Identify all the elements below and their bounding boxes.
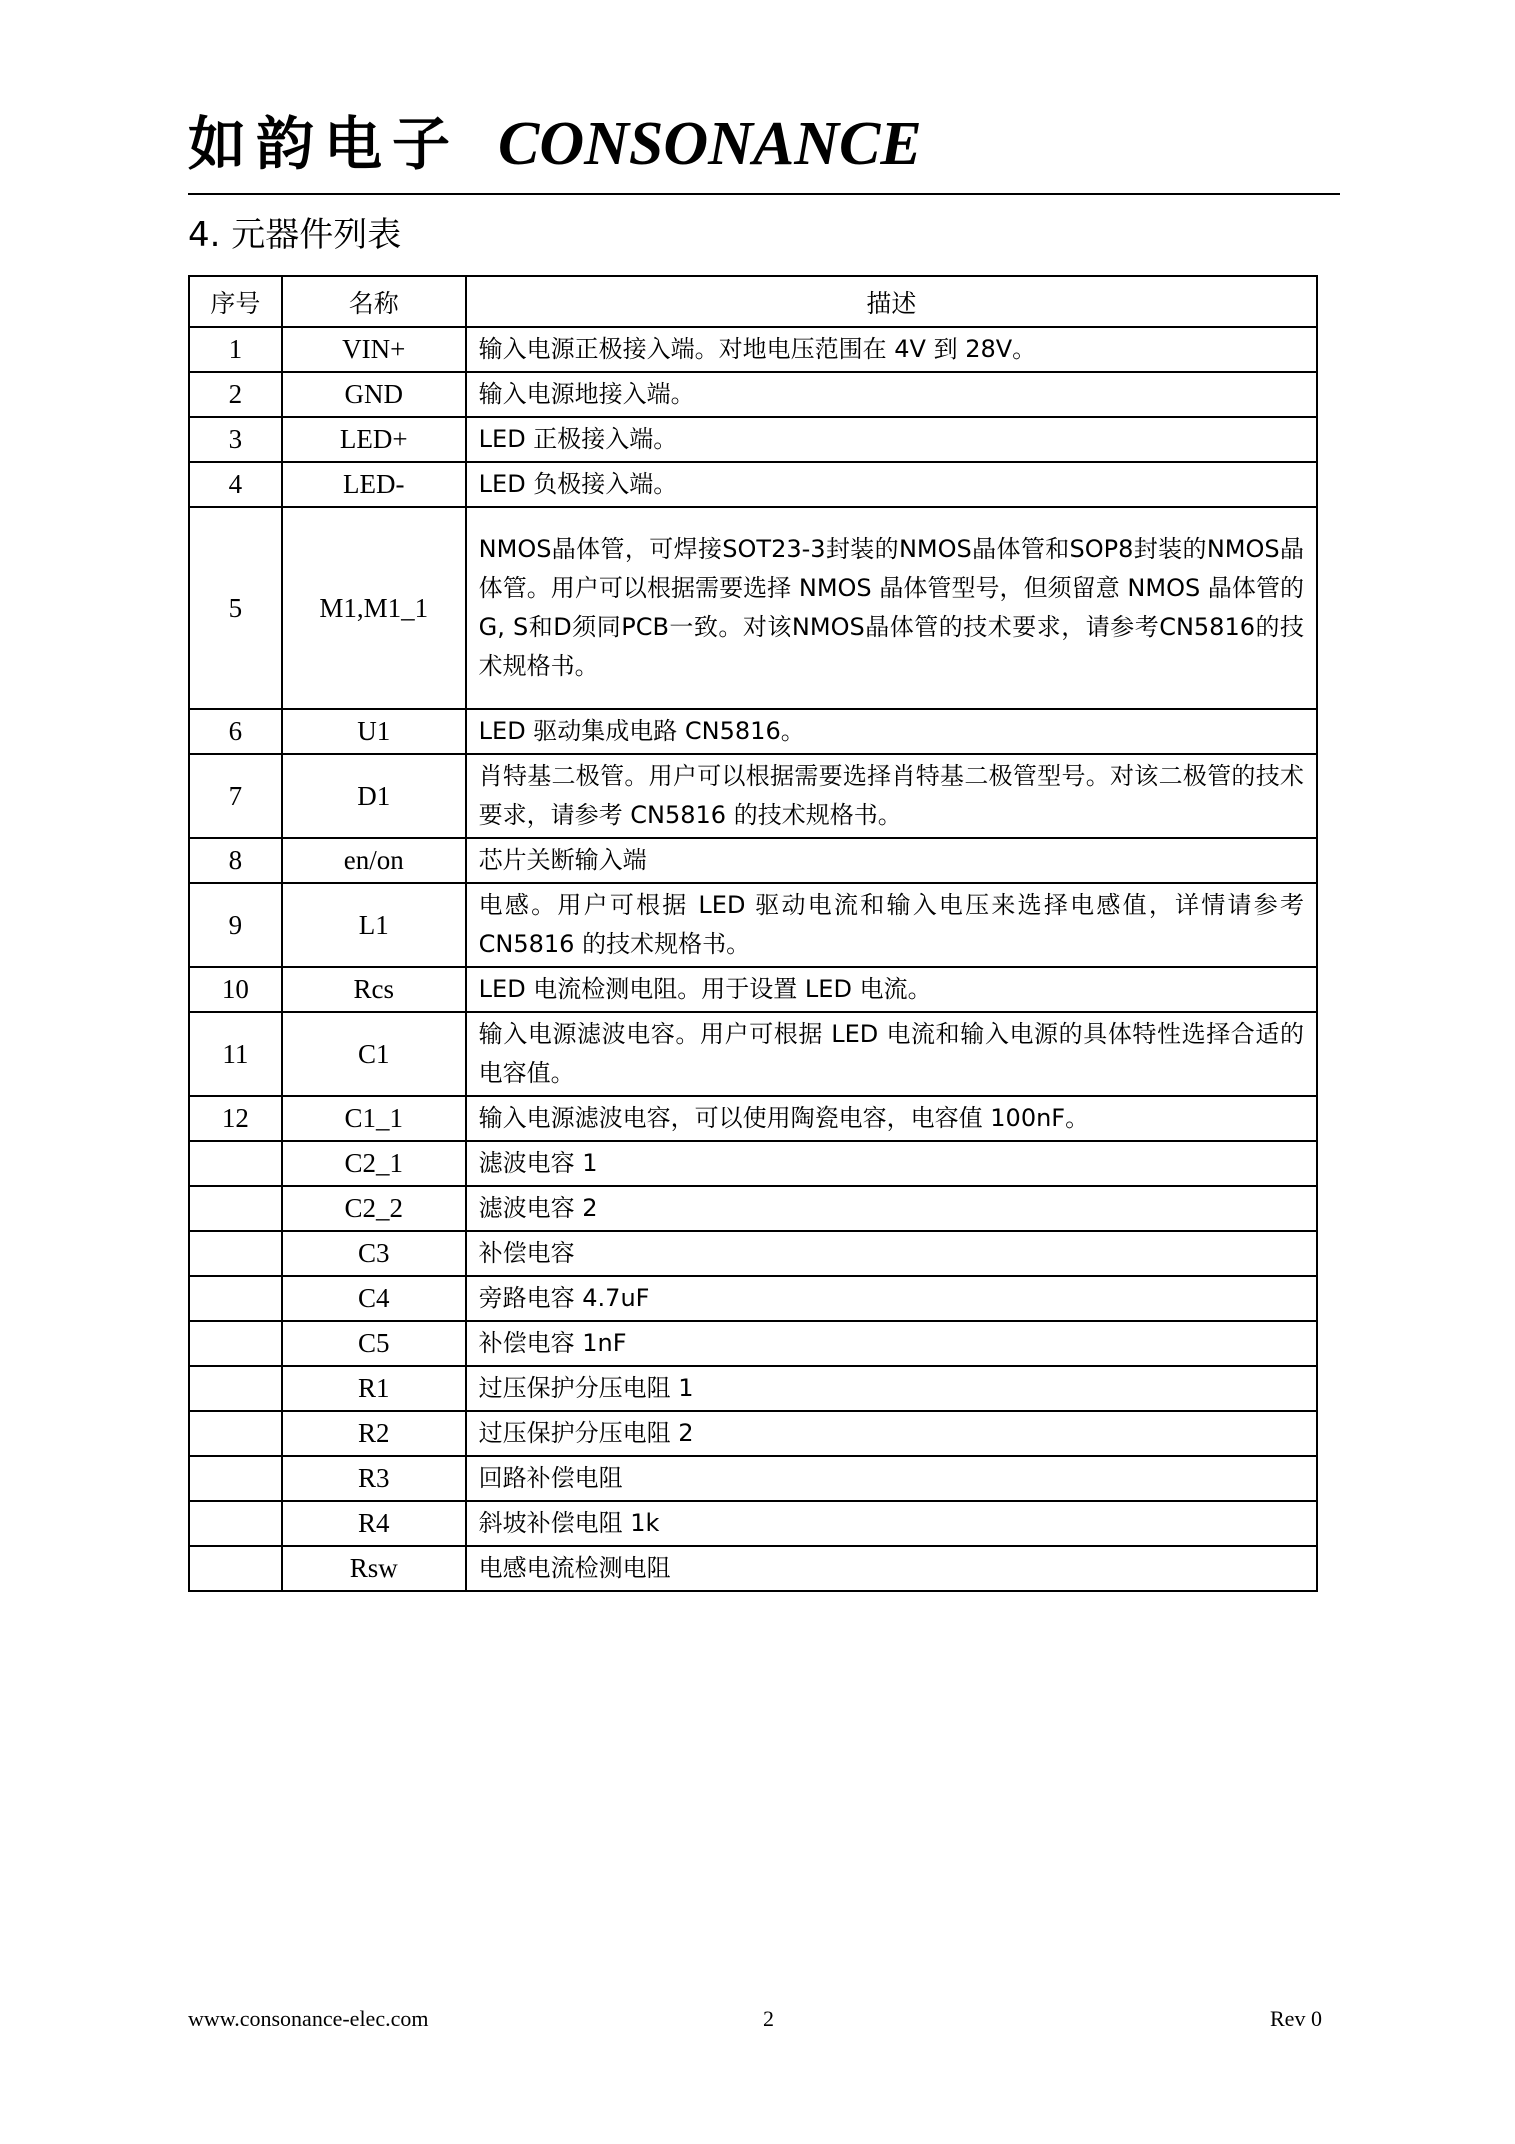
- component-name: C5: [282, 1321, 466, 1366]
- table-row: [189, 507, 1317, 709]
- table-row: [189, 1321, 1317, 1366]
- table-row: [189, 1186, 1317, 1231]
- row-number: [189, 1321, 282, 1366]
- row-number: 9: [189, 883, 282, 967]
- table-header-row: [189, 276, 1317, 327]
- table-row: [189, 1501, 1317, 1546]
- table-row: [189, 754, 1317, 838]
- component-description: 回路补偿电阻: [466, 1456, 1317, 1501]
- table-row: [189, 709, 1317, 754]
- component-description: 输入电源滤波电容。用户可根据 LED 电流和输入电源的具体特性选择合适的电容值。: [466, 1012, 1317, 1096]
- row-number: 5: [189, 507, 282, 709]
- component-description: 电感电流检测电阻: [466, 1546, 1317, 1591]
- table-row: [189, 1012, 1317, 1096]
- component-description: 输入电源滤波电容，可以使用陶瓷电容，电容值 100nF。: [466, 1096, 1317, 1141]
- row-number: [189, 1141, 282, 1186]
- row-number: 11: [189, 1012, 282, 1096]
- component-description: LED 负极接入端。: [466, 462, 1317, 507]
- table-row: [189, 1231, 1317, 1276]
- footer-page-number: 2: [763, 2006, 774, 2031]
- component-description: 补偿电容 1nF: [466, 1321, 1317, 1366]
- table-row: [189, 1276, 1317, 1321]
- table-row: [189, 372, 1317, 417]
- table-row: [189, 1456, 1317, 1501]
- header-divider: [188, 193, 1340, 195]
- header-number: 序号: [189, 276, 282, 327]
- footer-revision: Rev 0: [1270, 2006, 1322, 2031]
- component-description: NMOS晶体管，可焊接SOT23-3封装的NMOS晶体管和SOP8封装的NMOS晶体管。用户可以根据需要选择 NMOS 晶体管型号，但须留意 NMOS 晶体管的G, S和D须同PCB一致。对该NMOS晶体管的技术要求，请参考CN5816的技术规格书。: [466, 507, 1317, 709]
- component-description: 输入电源正极接入端。对地电压范围在 4V 到 28V。: [466, 327, 1317, 372]
- header-name: 名称: [282, 276, 466, 327]
- row-number: 3: [189, 417, 282, 462]
- row-number: [189, 1546, 282, 1591]
- row-number: 2: [189, 372, 282, 417]
- row-number: [189, 1186, 282, 1231]
- table-row: [189, 462, 1317, 507]
- row-number: [189, 1411, 282, 1456]
- component-name: C1: [282, 1012, 466, 1096]
- table-row: [189, 1546, 1317, 1591]
- table-row: [189, 327, 1317, 372]
- page-header: [188, 108, 1338, 188]
- table-row: [189, 1096, 1317, 1141]
- component-name: LED-: [282, 462, 466, 507]
- component-name: L1: [282, 883, 466, 967]
- table-row: [189, 1411, 1317, 1456]
- component-description: LED 正极接入端。: [466, 417, 1317, 462]
- component-description: 滤波电容 1: [466, 1141, 1317, 1186]
- component-name: R1: [282, 1366, 466, 1411]
- row-number: 6: [189, 709, 282, 754]
- row-number: 1: [189, 327, 282, 372]
- table-row: [189, 417, 1317, 462]
- table-row: [189, 1141, 1317, 1186]
- component-description: 电感。用户可根据 LED 驱动电流和输入电压来选择电感值，详情请参考 CN5816 的技术规格书。: [466, 883, 1317, 967]
- component-description: 过压保护分压电阻 2: [466, 1411, 1317, 1456]
- component-name: C4: [282, 1276, 466, 1321]
- component-name: C2_2: [282, 1186, 466, 1231]
- component-name: C3: [282, 1231, 466, 1276]
- row-number: [189, 1456, 282, 1501]
- component-name: M1,M1_1: [282, 507, 466, 709]
- component-name: LED+: [282, 417, 466, 462]
- component-name: R4: [282, 1501, 466, 1546]
- row-number: 12: [189, 1096, 282, 1141]
- component-description: 旁路电容 4.7uF: [466, 1276, 1317, 1321]
- component-description: 肖特基二极管。用户可以根据需要选择肖特基二极管型号。对该二极管的技术要求，请参考 CN5816 的技术规格书。: [466, 754, 1317, 838]
- row-number: [189, 1366, 282, 1411]
- component-name: VIN+: [282, 327, 466, 372]
- table-row: [189, 883, 1317, 967]
- component-name: R2: [282, 1411, 466, 1456]
- row-number: 7: [189, 754, 282, 838]
- component-name: Rsw: [282, 1546, 466, 1591]
- component-name: R3: [282, 1456, 466, 1501]
- component-description: 补偿电容: [466, 1231, 1317, 1276]
- component-name: Rcs: [282, 967, 466, 1012]
- row-number: [189, 1501, 282, 1546]
- component-name: C2_1: [282, 1141, 466, 1186]
- component-description: 芯片关断输入端: [466, 838, 1317, 883]
- component-description: LED 电流检测电阻。用于设置 LED 电流。: [466, 967, 1317, 1012]
- footer-website-link[interactable]: www.consonance-elec.com: [188, 2006, 429, 2031]
- component-description: 输入电源地接入端。: [466, 372, 1317, 417]
- component-name: C1_1: [282, 1096, 466, 1141]
- row-number: 4: [189, 462, 282, 507]
- row-number: [189, 1276, 282, 1321]
- brand-name-chinese: 如韵电子: [188, 110, 461, 178]
- component-name: D1: [282, 754, 466, 838]
- component-list-table: [188, 275, 1318, 1592]
- table-row: [189, 1366, 1317, 1411]
- section-title: 4. 元器件列表: [188, 215, 402, 255]
- brand-name-english: CONSONANCE: [498, 110, 922, 178]
- component-description: 斜坡补偿电阻 1k: [466, 1501, 1317, 1546]
- component-description: 过压保护分压电阻 1: [466, 1366, 1317, 1411]
- component-description: LED 驱动集成电路 CN5816。: [466, 709, 1317, 754]
- component-name: en/on: [282, 838, 466, 883]
- header-description: 描述: [466, 276, 1317, 327]
- row-number: 8: [189, 838, 282, 883]
- component-description: 滤波电容 2: [466, 1186, 1317, 1231]
- component-name: GND: [282, 372, 466, 417]
- row-number: [189, 1231, 282, 1276]
- row-number: 10: [189, 967, 282, 1012]
- component-name: U1: [282, 709, 466, 754]
- table-row: [189, 967, 1317, 1012]
- table-row: [189, 838, 1317, 883]
